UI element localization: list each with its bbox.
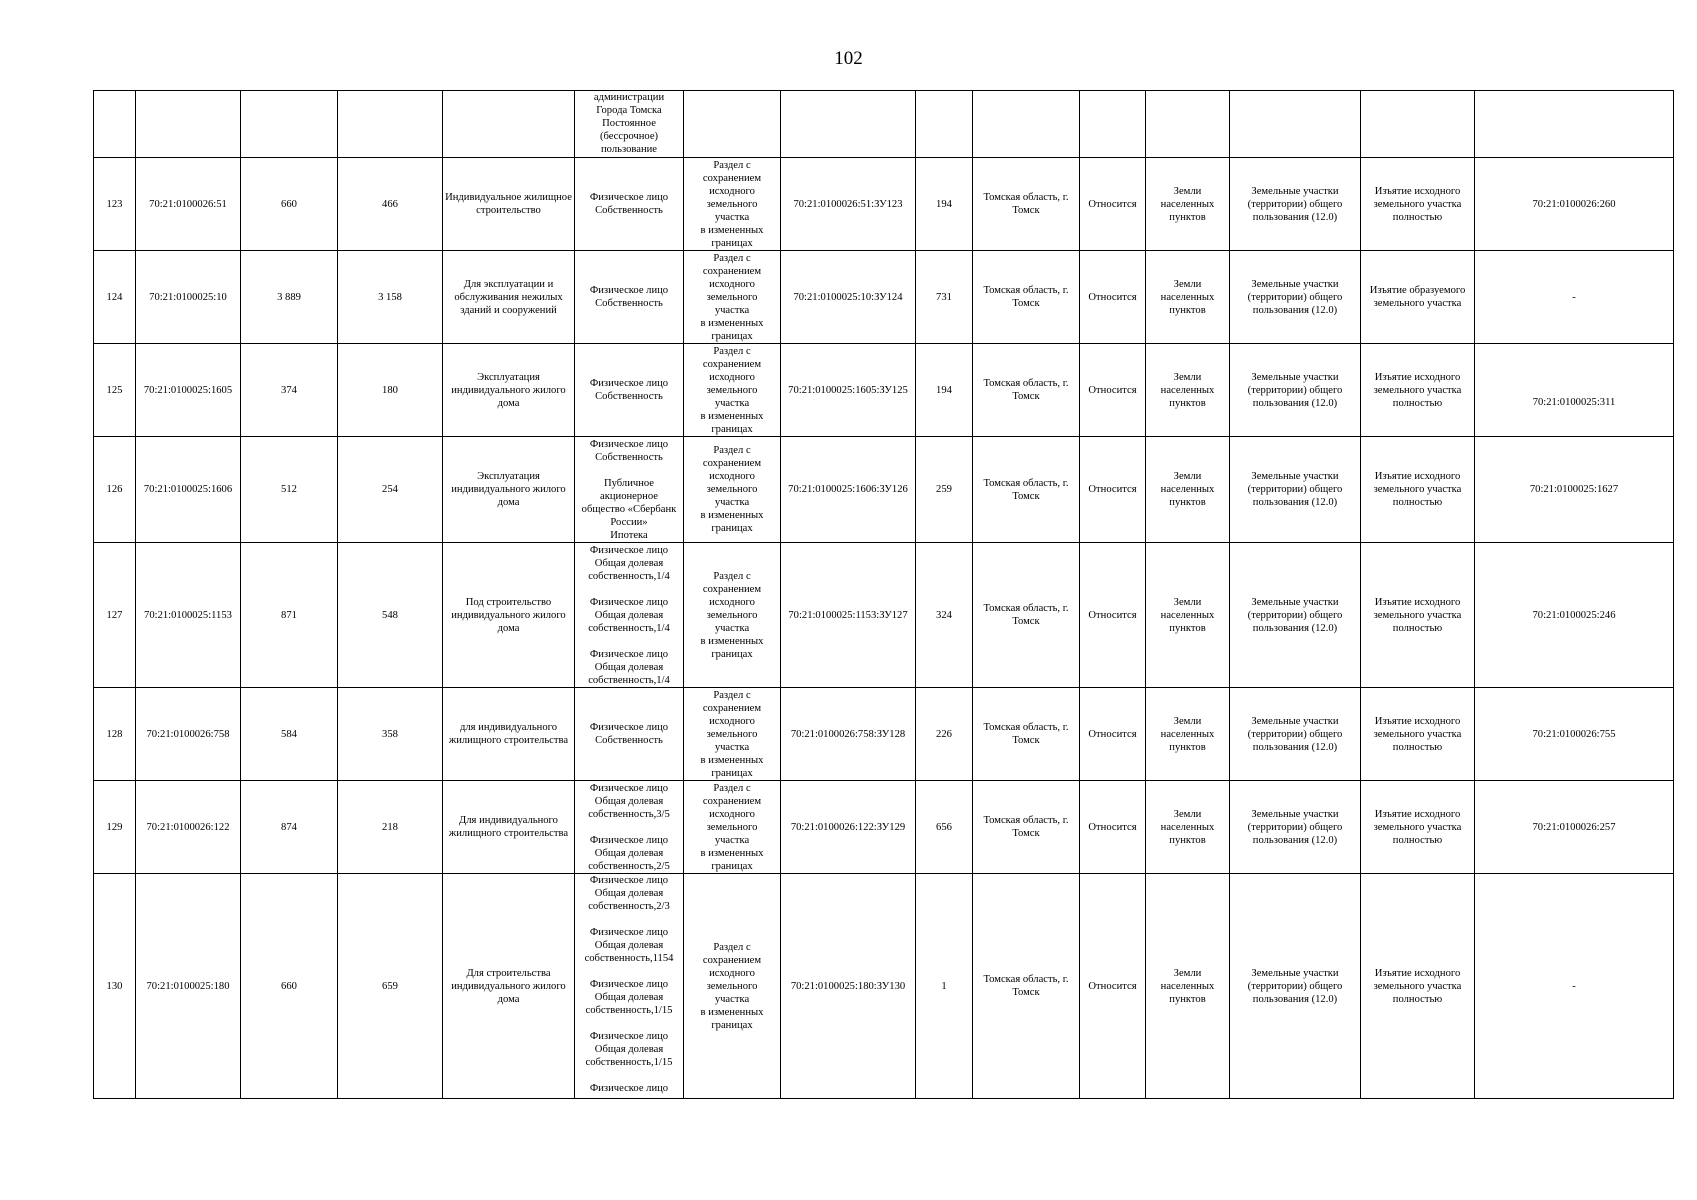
- cell-linked: 70:21:0100026:260: [1475, 158, 1674, 251]
- cell-area-formed: 358: [338, 688, 443, 781]
- cell-method: Раздел с сохранением исходного земельного участка в измененных границах: [684, 251, 781, 344]
- cell-linked: 70:21:0100025:311: [1475, 344, 1674, 437]
- cell-formed-area: 194: [916, 344, 973, 437]
- cell-owner: Физическое лицо Общая долевая собственность,1/4 Физическое лицо Общая долевая собственность,1/4 Физическое лицо Общая долевая собственность,1/4: [575, 543, 684, 688]
- cell-purpose: Земельные участки (территории) общего пользования (12.0): [1230, 543, 1361, 688]
- cell-owner: Физическое лицо Общая долевая собственность,3/5 Физическое лицо Общая долевая собственность,2/5: [575, 781, 684, 874]
- cell-formed-area: 1: [916, 874, 973, 1099]
- cell-action: Изъятие исходного земельного участка полностью: [1361, 874, 1475, 1099]
- cell-purpose: Земельные участки (территории) общего пользования (12.0): [1230, 781, 1361, 874]
- cell-area-source: 584: [241, 688, 338, 781]
- cell-num: 130: [94, 874, 136, 1099]
- cell-cadastral: 70:21:0100026:51: [136, 158, 241, 251]
- cell-area-formed: 218: [338, 781, 443, 874]
- cell-action: Изъятие исходного земельного участка полностью: [1361, 158, 1475, 251]
- cell-category: Земли населенных пунктов: [1146, 158, 1230, 251]
- cell-address: Томская область, г. Томск: [973, 251, 1080, 344]
- cell-num: 128: [94, 688, 136, 781]
- cell-address: Томская область, г. Томск: [973, 437, 1080, 543]
- cell-formed-id: 70:21:0100026:758:ЗУ128: [781, 688, 916, 781]
- cell-formed-id: 70:21:0100026:122:ЗУ129: [781, 781, 916, 874]
- cell-use: Эксплуатация индивидуального жилого дома: [443, 344, 575, 437]
- cell-formed-area: 731: [916, 251, 973, 344]
- cell-linked: [1475, 91, 1674, 158]
- cell-category: Земли населенных пунктов: [1146, 688, 1230, 781]
- cell-num: 127: [94, 543, 136, 688]
- cell-use: Для индивидуального жилищного строительства: [443, 781, 575, 874]
- cell-address: Томская область, г. Томск: [973, 158, 1080, 251]
- cell-address: Томская область, г. Томск: [973, 344, 1080, 437]
- cell-use: Для эксплуатации и обслуживания нежилых зданий и сооружений: [443, 251, 575, 344]
- cell-method: Раздел с сохранением исходного земельного участка в измененных границах: [684, 437, 781, 543]
- cell-category: Земли населенных пунктов: [1146, 543, 1230, 688]
- cell-owner: Физическое лицо Собственность Публичное акционерное общество «Сбербанк России» Ипотека: [575, 437, 684, 543]
- cell-area-formed: 548: [338, 543, 443, 688]
- cell-cadastral: 70:21:0100025:1153: [136, 543, 241, 688]
- cell-area-formed: 3 158: [338, 251, 443, 344]
- cell-formed-id: 70:21:0100025:1605:ЗУ125: [781, 344, 916, 437]
- cell-formed-id: 70:21:0100026:51:ЗУ123: [781, 158, 916, 251]
- cell-address: Томская область, г. Томск: [973, 781, 1080, 874]
- cell-action: Изъятие образуемого земельного участка: [1361, 251, 1475, 344]
- table-row: [94, 781, 1674, 874]
- cell-num: 125: [94, 344, 136, 437]
- cell-owner: Физическое лицо Собственность: [575, 158, 684, 251]
- cell-use: Под строительство индивидуального жилого дома: [443, 543, 575, 688]
- cell-formed-area: 656: [916, 781, 973, 874]
- table-row: [94, 344, 1674, 437]
- cell-area-source: 512: [241, 437, 338, 543]
- cell-formed-id: [781, 91, 916, 158]
- table-row: [94, 688, 1674, 781]
- cell-area-source: 871: [241, 543, 338, 688]
- cell-formed-area: [916, 91, 973, 158]
- table-row-continuation: [94, 91, 1674, 158]
- cell-method: [684, 91, 781, 158]
- cell-use: Эксплуатация индивидуального жилого дома: [443, 437, 575, 543]
- cell-formed-area: 226: [916, 688, 973, 781]
- cell-area-source: 3 889: [241, 251, 338, 344]
- cell-action: Изъятие исходного земельного участка полностью: [1361, 688, 1475, 781]
- cell-formed-area: 259: [916, 437, 973, 543]
- cell-formed-id: 70:21:0100025:1606:ЗУ126: [781, 437, 916, 543]
- cell-cadastral: 70:21:0100025:10: [136, 251, 241, 344]
- cell-category: Земли населенных пунктов: [1146, 344, 1230, 437]
- cell-area-source: 874: [241, 781, 338, 874]
- cell-method: Раздел с сохранением исходного земельного участка в измененных границах: [684, 781, 781, 874]
- cell-area-formed: 659: [338, 874, 443, 1099]
- cell-linked: 70:21:0100026:257: [1475, 781, 1674, 874]
- cell-linked: -: [1475, 251, 1674, 344]
- cell-num: 129: [94, 781, 136, 874]
- cell-action: Изъятие исходного земельного участка полностью: [1361, 543, 1475, 688]
- cell-formed-id: 70:21:0100025:1153:ЗУ127: [781, 543, 916, 688]
- cell-relation: Относится: [1080, 344, 1146, 437]
- cell-area-source: [241, 91, 338, 158]
- cell-linked: 70:21:0100025:246: [1475, 543, 1674, 688]
- cell-area-formed: [338, 91, 443, 158]
- cell-purpose: Земельные участки (территории) общего пользования (12.0): [1230, 344, 1361, 437]
- cell-cadastral: 70:21:0100026:122: [136, 781, 241, 874]
- cell-action: Изъятие исходного земельного участка полностью: [1361, 344, 1475, 437]
- cell-cadastral: 70:21:0100025:1605: [136, 344, 241, 437]
- cell-area-source: 660: [241, 874, 338, 1099]
- cell-area-formed: 466: [338, 158, 443, 251]
- cell-relation: Относится: [1080, 437, 1146, 543]
- cell-action: [1361, 91, 1475, 158]
- cell-method: Раздел с сохранением исходного земельного участка в измененных границах: [684, 874, 781, 1099]
- cell-area-source: 660: [241, 158, 338, 251]
- cell-num: [94, 91, 136, 158]
- cell-num: 126: [94, 437, 136, 543]
- cell-use: Индивидуальное жилищное строительство: [443, 158, 575, 251]
- cell-method: Раздел с сохранением исходного земельного участка в измененных границах: [684, 344, 781, 437]
- cell-linked: 70:21:0100026:755: [1475, 688, 1674, 781]
- table-row: [94, 543, 1674, 688]
- cell-relation: Относится: [1080, 543, 1146, 688]
- cell-method: Раздел с сохранением исходного земельного участка в измененных границах: [684, 158, 781, 251]
- cell-relation: Относится: [1080, 781, 1146, 874]
- cell-area-formed: 180: [338, 344, 443, 437]
- cell-action: Изъятие исходного земельного участка полностью: [1361, 781, 1475, 874]
- cell-cadastral: [136, 91, 241, 158]
- cell-purpose: Земельные участки (территории) общего пользования (12.0): [1230, 688, 1361, 781]
- cell-relation: Относится: [1080, 158, 1146, 251]
- cell-relation: Относится: [1080, 688, 1146, 781]
- cell-linked: 70:21:0100025:1627: [1475, 437, 1674, 543]
- cell-cadastral: 70:21:0100025:180: [136, 874, 241, 1099]
- cell-purpose: [1230, 91, 1361, 158]
- cell-num: 124: [94, 251, 136, 344]
- cell-category: [1146, 91, 1230, 158]
- table-row: [94, 251, 1674, 344]
- page-number: 102: [834, 48, 863, 69]
- cell-formed-id: 70:21:0100025:10:ЗУ124: [781, 251, 916, 344]
- cell-address: Томская область, г. Томск: [973, 874, 1080, 1099]
- cell-relation: Относится: [1080, 874, 1146, 1099]
- cell-purpose: Земельные участки (территории) общего пользования (12.0): [1230, 251, 1361, 344]
- cell-use: Для строительства индивидуального жилого дома: [443, 874, 575, 1099]
- cell-address: Томская область, г. Томск: [973, 543, 1080, 688]
- cell-method: Раздел с сохранением исходного земельного участка в измененных границах: [684, 543, 781, 688]
- cell-owner: Физическое лицо Собственность: [575, 688, 684, 781]
- land-plots-table: [93, 90, 1674, 1099]
- cell-purpose: Земельные участки (территории) общего пользования (12.0): [1230, 874, 1361, 1099]
- cell-category: Земли населенных пунктов: [1146, 251, 1230, 344]
- cell-area-formed: 254: [338, 437, 443, 543]
- table-row: [94, 437, 1674, 543]
- cell-action: Изъятие исходного земельного участка полностью: [1361, 437, 1475, 543]
- table-row: [94, 874, 1674, 1099]
- cell-purpose: Земельные участки (территории) общего пользования (12.0): [1230, 158, 1361, 251]
- cell-num: 123: [94, 158, 136, 251]
- cell-address: Томская область, г. Томск: [973, 688, 1080, 781]
- cell-cadastral: 70:21:0100026:758: [136, 688, 241, 781]
- cell-category: Земли населенных пунктов: [1146, 874, 1230, 1099]
- cell-owner: администрации Города Томска Постоянное (бессрочное) пользование: [575, 91, 684, 158]
- cell-area-source: 374: [241, 344, 338, 437]
- cell-formed-area: 194: [916, 158, 973, 251]
- cell-category: Земли населенных пунктов: [1146, 781, 1230, 874]
- cell-category: Земли населенных пунктов: [1146, 437, 1230, 543]
- cell-address: [973, 91, 1080, 158]
- cell-relation: Относится: [1080, 251, 1146, 344]
- cell-linked: -: [1475, 874, 1674, 1099]
- cell-relation: [1080, 91, 1146, 158]
- cell-owner: Физическое лицо Общая долевая собственность,2/3 Физическое лицо Общая долевая собственность,1154 Физическое лицо Общая долевая собственность,1/15 Физическое лицо Общая долевая собственность,1/15 Физическое лицо: [575, 874, 684, 1099]
- cell-cadastral: 70:21:0100025:1606: [136, 437, 241, 543]
- cell-method: Раздел с сохранением исходного земельного участка в измененных границах: [684, 688, 781, 781]
- table-body: [94, 91, 1674, 1099]
- cell-use: для индивидуального жилищного строительства: [443, 688, 575, 781]
- cell-formed-id: 70:21:0100025:180:ЗУ130: [781, 874, 916, 1099]
- cell-formed-area: 324: [916, 543, 973, 688]
- cell-use: [443, 91, 575, 158]
- cell-owner: Физическое лицо Собственность: [575, 344, 684, 437]
- cell-purpose: Земельные участки (территории) общего пользования (12.0): [1230, 437, 1361, 543]
- table-row: [94, 158, 1674, 251]
- cell-owner: Физическое лицо Собственность: [575, 251, 684, 344]
